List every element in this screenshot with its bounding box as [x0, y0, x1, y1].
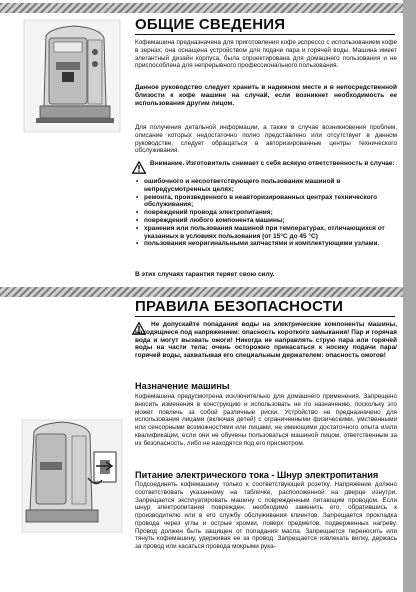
section-title-general: ОБЩИЕ СВЕДЕНИЯ [135, 16, 285, 33]
section-divider [0, 287, 403, 297]
warning-lead: Внимание. Изготовитель снимает с себя всякую ответственность в случае: [150, 160, 395, 167]
warning-icon [132, 161, 146, 174]
section-divider [0, 3, 403, 13]
electrical-danger-warning: Не допускайте попадания воды на электрические компоненты машины, находящиеся под напряжением: опасность короткого замыкания! Пар и горячая вода и могут вызвать ожоги! Никогда не направлять струю пара или горячей воды на части тела; очень осторожно прикасаться к носику подачи пара/горячей воды, захватывая его специальным держателем: опасность ожогов! [135, 321, 397, 359]
coffee-machine-illustration [16, 18, 128, 138]
power-paragraph: Подсоединять кофемашину только к соответствующей розетку. Напряжение должно соответствовать указанному на табличке, расположенной на дверце изнутри. Запрещается эксплуатировать машину с поврежденным питающим проводом. Если шнур электропитания поврежден, необходимо заменить его, обратившись к производителю или в его службу обслуживания клиентов. Запрещается прокладка провода через углы и острые кромки, поверх предметов, подверженных нагреву. Провод должен быть защищен от попадания масла. Запрещается переносить или тянуть кофемашину, удерживая ее за провод. Запрещается извлекать вилку, держась за провод или касаться провода мокрыми рука- [135, 481, 397, 550]
coffee-machine-power-illustration [16, 418, 128, 536]
purpose-paragraph: Кофемашина предусмотрена исключительно для домашнего применения. Запрещено вносить изменения в конструкцию и использовать не по назначению, поскольку это может повлечь за собой различные риски. Устройство не предназначено для использования лицами (включая детей) с ограниченными физическими, умственными или сенсорными возможностями или лицами, не имеющими достаточного опыта и/или квалификации, если они не обучены пользоваться машиной лицом, ответственным за их безопасность, либо не находятся под его присмотром. [135, 393, 397, 447]
guarantee-note: В этих случаях гарантия теряет свою силу. [135, 271, 275, 278]
purpose-heading: Назначение машины [135, 381, 230, 391]
list-item: • повреждений провода электропитания; [135, 209, 397, 217]
power-heading: Питание электрического тока - Шнур электропитания [135, 470, 379, 480]
list-item: • повреждений любого компонента машины; [135, 217, 397, 225]
list-item: • ремонта, произведенного в неавторизированных центрах технического обслуживания; [135, 194, 397, 210]
page-edge-strip [403, 0, 416, 592]
list-item: • ошибочного и несоответствующего пользования машиной в непредусмотренных целях; [135, 178, 397, 194]
list-item: • пользования неоригинальными запчастями и комплектующими узлами. [135, 240, 397, 248]
intro-paragraph: Кофемашина предназначена для приготовления кофе эспрессо с использованием кофе в зернах; она оснащена устройством для подачи пара и горячей воды. Машина имеет элегантный дизайн корпуса, была спроектирована для домашнего пользования и не приспособлена для непрерывного профессионального пользования. [135, 39, 397, 70]
info-paragraph: Для получения детальной информации, а также в случае возникновения проблем, описание которых недостаточно полно представлено или отсутствует в данном руководстве, следует обращаться в авторизированные центры технического обслуживания. [135, 124, 397, 155]
storage-note: Данное руководство следует хранить в надежном месте и в непосредственной близости к кофе машине на случай, если возникнет необходимость ее использования другим лицом. [135, 84, 397, 107]
section-title-safety: ПРАВИЛА БЕЗОПАСНОСТИ [135, 298, 343, 315]
list-item: • хранения или пользования машиной при температурах, отличающихся от указанных в условиях пользования (от 15°С до 45 °С) [135, 225, 397, 241]
liability-list [135, 178, 397, 248]
